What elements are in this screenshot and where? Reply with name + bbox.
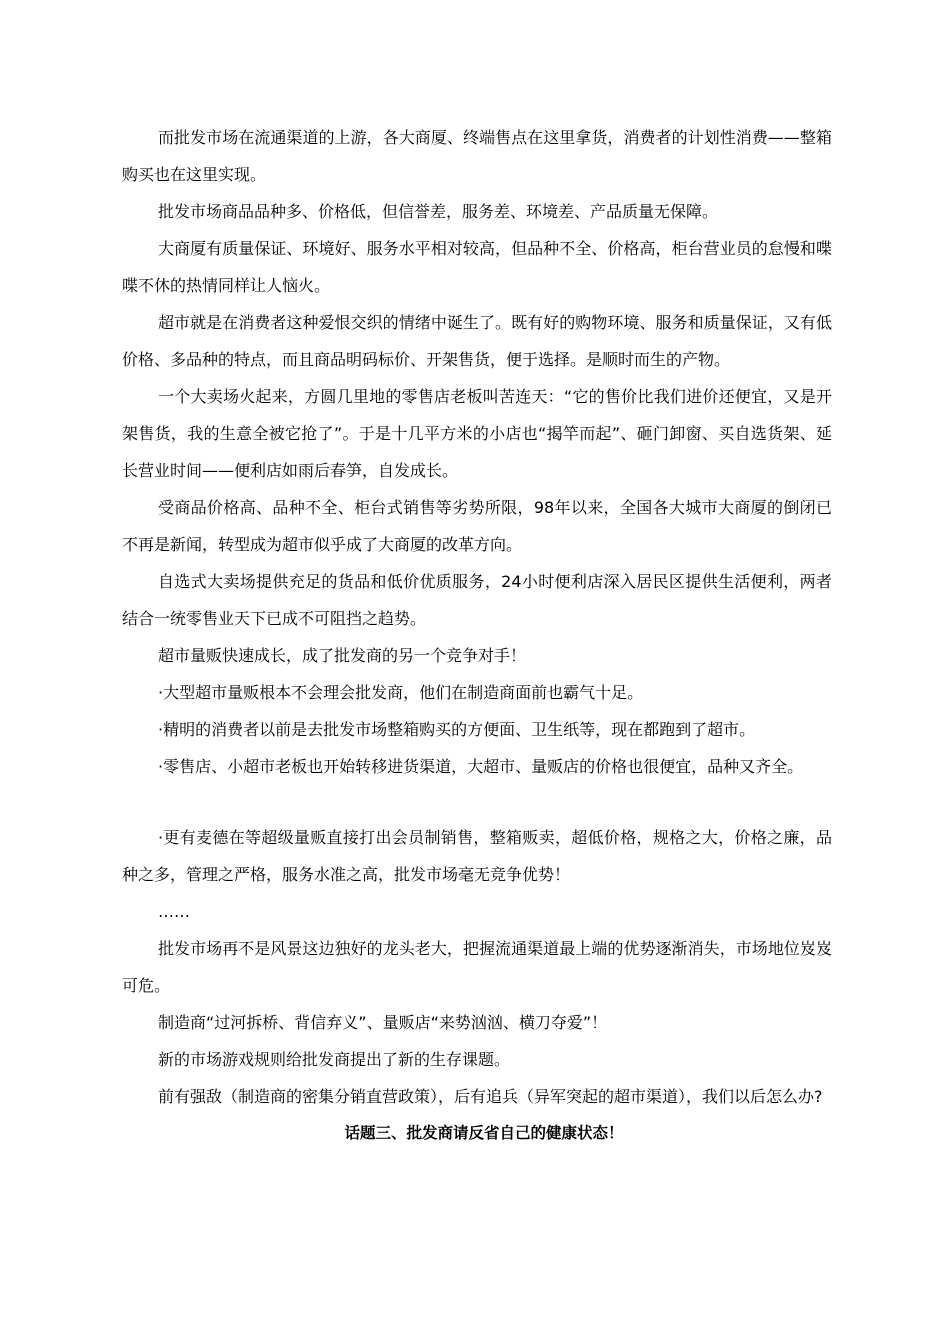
paragraph-what-to-do: 前有强敌（制造商的密集分销直营政策），后有追兵（异军突起的超市渠道），我们以后怎么办? <box>158 1087 823 1106</box>
paragraph-wholesale-traits: 批发市场商品品种多、价格低，但信誉差，服务差、环境差、产品质量无保障。 <box>158 202 719 221</box>
bullet-item: ·大型超市量贩根本不会理会批发商，他们在制造商面前也霸气十足。 <box>158 683 644 702</box>
document-page <box>122 119 832 1152</box>
paragraph-new-competitor: 超市量贩快速成长，成了批发商的另一个竞争对手！ <box>158 646 527 665</box>
paragraph-new-rules: 新的市场游戏规则给批发商提出了新的生存课题。 <box>158 1050 511 1069</box>
paragraph-wholesale-crisis: 批发市场再不是风景这边独好的龙头老大，把握流通渠道最上端的优势逐渐消失，市场地位岌岌可危。 <box>122 939 832 995</box>
bullet-item: ·精明的消费者以前是去批发市场整箱购买的方便面、卫生纸等，现在都跑到了超市。 <box>158 720 756 739</box>
paragraph-wholesale-upstream: 而批发市场在流通渠道的上游，各大商厦、终端售点在这里拿货，消费者的计划性消费——整箱购买也在这里实现。 <box>122 128 832 184</box>
paragraph-department-store: 大商厦有质量保证、环境好、服务水平相对较高，但品种不全、价格高，柜台营业员的怠慢和喋喋不休的热情同样让人恼火。 <box>122 239 832 295</box>
paragraph-convenience-store: 一个大卖场火起来，方圆几里地的零售店老板叫苦连天：“它的售价比我们进价还便宜，又是开架售货，我的生意全被它抢了”。于是十几平方米的小店也“揭竿而起”、砸门卸窗、买自选货架、延长营业时间——便利店如雨后春笋，自发成长。 <box>122 387 832 480</box>
paragraph-manufacturer-retailer: 制造商“过河拆桥、背信弃义”、量贩店“来势汹汹、横刀夺爱”！ <box>158 1013 608 1032</box>
section-heading: 话题三、批发商请反省自己的健康状态！ <box>344 1124 624 1142</box>
paragraph-retail-trend: 自选式大卖场提供充足的货品和低价优质服务，24小时便利店深入居民区提供生活便利，两者结合一统零售业天下已成不可阻挡之趋势。 <box>122 572 832 628</box>
paragraph-supermarket-birth: 超市就是在消费者这种爱恨交织的情绪中诞生了。既有好的购物环境、服务和质量保证，又有低价格、多品种的特点，而且商品明码标价、开架售货，便于选择。是顺时而生的产物。 <box>122 313 832 369</box>
bullet-item: ·零售店、小超市老板也开始转移进货渠道，大超市、量贩店的价格也很便宜，品种又齐全。 <box>158 757 804 776</box>
paragraph-department-store-decline: 受商品价格高、品种不全、柜台式销售等劣势所限，98年以来，全国各大城市大商厦的倒闭已不再是新闻，转型成为超市似乎成了大商厦的改革方向。 <box>122 498 832 554</box>
bullet-item-membership: ·更有麦德在等超级量贩直接打出会员制销售，整箱贩卖，超低价格，规格之大，价格之廉，品种之多，管理之严格，服务水准之高，批发市场毫无竞争优势！ <box>122 828 832 884</box>
paragraph-gap <box>122 785 832 819</box>
ellipsis-line: …… <box>158 902 190 921</box>
